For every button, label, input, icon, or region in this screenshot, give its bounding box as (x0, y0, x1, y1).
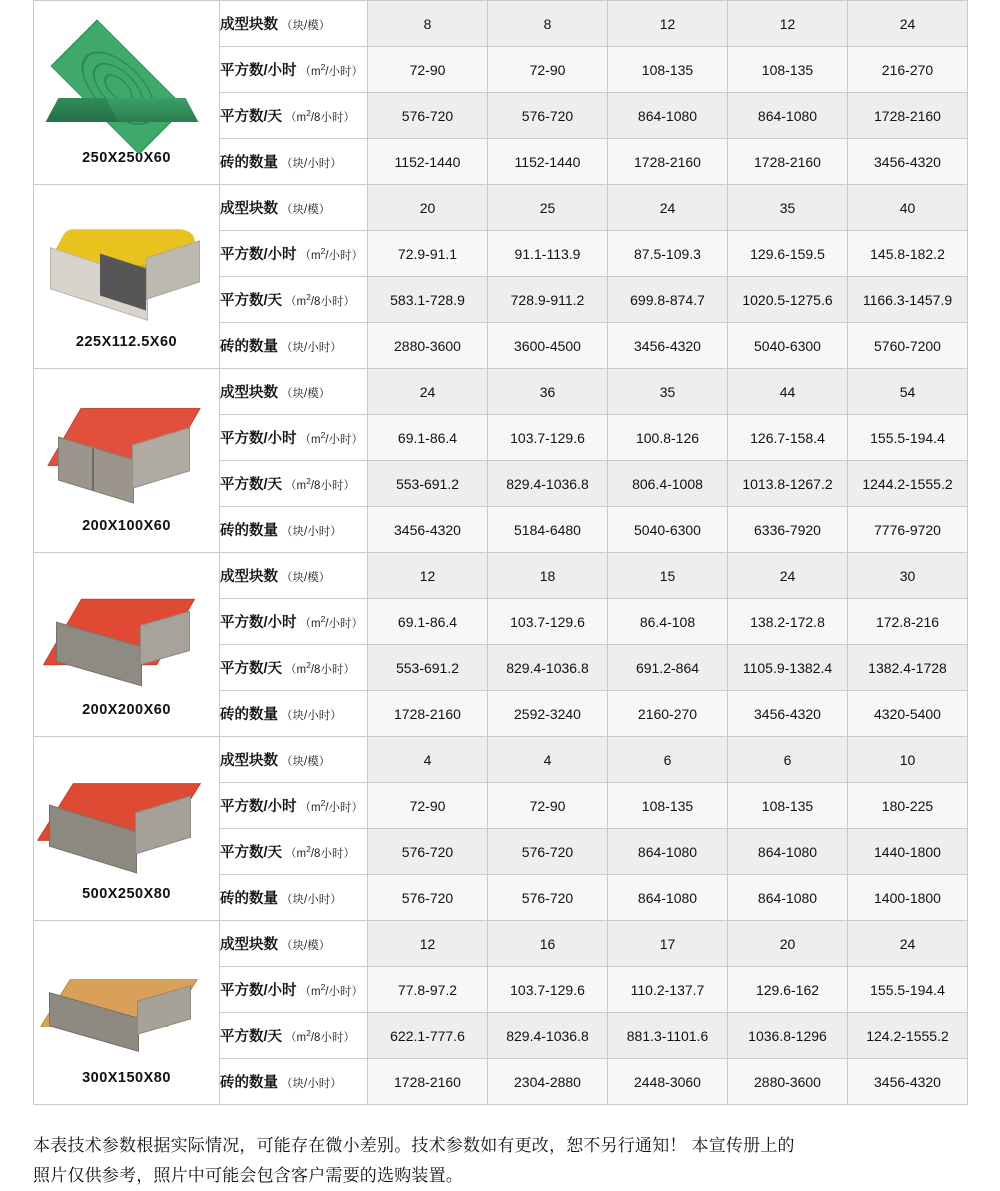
cell-value: 576-720 (488, 93, 608, 139)
row-label: 砖的数量 （块/小时） (220, 1059, 368, 1105)
cell-value: 24 (848, 921, 968, 967)
cell-value: 103.7-129.6 (488, 967, 608, 1013)
cell-value: 1440-1800 (848, 829, 968, 875)
footnote (33, 1131, 967, 1191)
cell-value: 2160-270 (608, 691, 728, 737)
cell-value: 3456-4320 (368, 507, 488, 553)
cell-value: 864-1080 (608, 875, 728, 921)
product-name: 500X250X80 (82, 885, 171, 902)
cell-value: 54 (848, 369, 968, 415)
cell-value: 3456-4320 (848, 139, 968, 185)
cell-value: 24 (608, 185, 728, 231)
cell-value: 8 (368, 1, 488, 47)
product-cell-2 (34, 369, 220, 553)
cell-value: 1152-1440 (488, 139, 608, 185)
cell-value: 145.8-182.2 (848, 231, 968, 277)
row-label: 成型块数 （块/模） (220, 921, 368, 967)
tan-rectangular-slab-icon (34, 940, 219, 1068)
specification-table (33, 0, 968, 1105)
cell-value: 180-225 (848, 783, 968, 829)
product-cell-3 (34, 553, 220, 737)
footnote-line-2: 照片仅供参考，照片中可能会包含客户需要的选购装置。 (33, 1165, 463, 1185)
table-row (34, 185, 968, 231)
row-label: 砖的数量 （块/小时） (220, 875, 368, 921)
cell-value: 2880-3600 (728, 1059, 848, 1105)
cell-value: 15 (608, 553, 728, 599)
cell-value: 216-270 (848, 47, 968, 93)
cell-value: 72-90 (368, 783, 488, 829)
cell-value: 4 (368, 737, 488, 783)
cell-value: 86.4-108 (608, 599, 728, 645)
cell-value: 17 (608, 921, 728, 967)
product-name: 250X250X60 (82, 149, 171, 166)
row-unit: （$m^2/8$小时） (285, 476, 355, 492)
cell-value: 576-720 (368, 875, 488, 921)
cell-value: 24 (368, 369, 488, 415)
cell-value: 864-1080 (608, 93, 728, 139)
cell-value: 576-720 (488, 875, 608, 921)
cell-value: 110.2-137.7 (608, 967, 728, 1013)
cell-value: 20 (728, 921, 848, 967)
cell-value: 138.2-172.8 (728, 599, 848, 645)
row-label: 平方数/天 （$m^2/8$小时） (220, 277, 368, 323)
row-label: 平方数/小时 （$m^2/$小时） (220, 599, 368, 645)
cell-value: 2880-3600 (368, 323, 488, 369)
cell-value: 2592-3240 (488, 691, 608, 737)
cell-value: 864-1080 (608, 829, 728, 875)
cell-value: 3456-4320 (608, 323, 728, 369)
cell-value: 864-1080 (728, 829, 848, 875)
row-unit: （块/小时） (281, 342, 342, 354)
product-name: 200X200X60 (82, 701, 171, 718)
green-wave-square-paver-icon (34, 20, 219, 148)
cell-value: 30 (848, 553, 968, 599)
cell-value: 1400-1800 (848, 875, 968, 921)
cell-value: 44 (728, 369, 848, 415)
row-unit: （块/模） (281, 204, 331, 216)
cell-value: 829.4-1036.8 (488, 461, 608, 507)
cell-value: 124.2-1555.2 (848, 1013, 968, 1059)
cell-value: 12 (728, 1, 848, 47)
cell-value: 77.8-97.2 (368, 967, 488, 1013)
cell-value: 126.7-158.4 (728, 415, 848, 461)
cell-value: 5040-6300 (728, 323, 848, 369)
row-label: 平方数/小时 （$m^2/$小时） (220, 47, 368, 93)
cell-value: 100.8-126 (608, 415, 728, 461)
table-row (34, 1, 968, 47)
cell-value: 4320-5400 (848, 691, 968, 737)
product-name: 200X100X60 (82, 517, 171, 534)
product-cell-0 (34, 1, 220, 185)
cell-value: 576-720 (368, 93, 488, 139)
row-label: 砖的数量 （块/小时） (220, 139, 368, 185)
table-row (34, 369, 968, 415)
row-unit: （块/小时） (281, 894, 342, 906)
cell-value: 72-90 (368, 47, 488, 93)
cell-value: 691.2-864 (608, 645, 728, 691)
row-label: 成型块数 （块/模） (220, 369, 368, 415)
cell-value: 1013.8-1267.2 (728, 461, 848, 507)
cell-value: 5184-6480 (488, 507, 608, 553)
cell-value: 108-135 (608, 783, 728, 829)
cell-value: 24 (848, 1, 968, 47)
table-row (34, 737, 968, 783)
row-label: 平方数/天 （$m^2/8$小时） (220, 829, 368, 875)
row-unit: （$m^2/8$小时） (285, 660, 355, 676)
cell-value: 553-691.2 (368, 645, 488, 691)
row-label: 砖的数量 （块/小时） (220, 507, 368, 553)
cell-value: 10 (848, 737, 968, 783)
row-unit: （块/模） (281, 388, 331, 400)
product-name: 300X150X80 (82, 1069, 171, 1086)
table-row (34, 553, 968, 599)
cell-value: 103.7-129.6 (488, 415, 608, 461)
row-unit: （块/模） (281, 572, 331, 584)
row-label: 成型块数 （块/模） (220, 553, 368, 599)
cell-value: 24 (728, 553, 848, 599)
cell-value: 72.9-91.1 (368, 231, 488, 277)
cell-value: 1166.3-1457.9 (848, 277, 968, 323)
row-label: 平方数/小时 （$m^2/$小时） (220, 231, 368, 277)
row-unit: （$m^2/$小时） (299, 430, 364, 446)
row-unit: （$m^2/$小时） (299, 798, 364, 814)
cell-value: 1152-1440 (368, 139, 488, 185)
row-unit: （块/小时） (281, 158, 342, 170)
red-large-slab-icon (34, 756, 219, 884)
row-label: 平方数/天 （$m^2/8$小时） (220, 93, 368, 139)
row-label: 平方数/天 （$m^2/8$小时） (220, 461, 368, 507)
cell-value: 1020.5-1275.6 (728, 277, 848, 323)
cell-value: 3600-4500 (488, 323, 608, 369)
row-label: 成型块数 （块/模） (220, 737, 368, 783)
cell-value: 40 (848, 185, 968, 231)
product-name: 225X112.5X60 (75, 333, 178, 350)
cell-value: 8 (488, 1, 608, 47)
cell-value: 806.4-1008 (608, 461, 728, 507)
cell-value: 69.1-86.4 (368, 415, 488, 461)
row-unit: （$m^2/$小时） (299, 614, 364, 630)
cell-value: 87.5-109.3 (608, 231, 728, 277)
cell-value: 6 (728, 737, 848, 783)
row-unit: （块/小时） (281, 1078, 342, 1090)
product-cell-1 (34, 185, 220, 369)
cell-value: 155.5-194.4 (848, 415, 968, 461)
cell-value: 16 (488, 921, 608, 967)
cell-value: 20 (368, 185, 488, 231)
cell-value: 3456-4320 (848, 1059, 968, 1105)
cell-value: 5760-7200 (848, 323, 968, 369)
row-label: 平方数/天 （$m^2/8$小时） (220, 1013, 368, 1059)
cell-value: 1382.4-1728 (848, 645, 968, 691)
row-unit: （$m^2/8$小时） (285, 108, 355, 124)
cell-value: 699.8-874.7 (608, 277, 728, 323)
cell-value: 1105.9-1382.4 (728, 645, 848, 691)
row-unit: （$m^2/8$小时） (285, 1028, 355, 1044)
cell-value: 69.1-86.4 (368, 599, 488, 645)
cell-value: 622.1-777.6 (368, 1013, 488, 1059)
cell-value: 91.1-113.9 (488, 231, 608, 277)
cell-value: 1244.2-1555.2 (848, 461, 968, 507)
cell-value: 2448-3060 (608, 1059, 728, 1105)
row-label: 平方数/小时 （$m^2/$小时） (220, 415, 368, 461)
row-label: 平方数/天 （$m^2/8$小时） (220, 645, 368, 691)
cell-value: 576-720 (368, 829, 488, 875)
row-unit: （$m^2/$小时） (299, 982, 364, 998)
cell-value: 1036.8-1296 (728, 1013, 848, 1059)
cell-value: 1728-2160 (728, 139, 848, 185)
cell-value: 583.1-728.9 (368, 277, 488, 323)
cell-value: 5040-6300 (608, 507, 728, 553)
cell-value: 35 (608, 369, 728, 415)
cell-value: 553-691.2 (368, 461, 488, 507)
row-label: 成型块数 （块/模） (220, 185, 368, 231)
row-unit: （$m^2/$小时） (299, 246, 364, 262)
row-unit: （块/小时） (281, 526, 342, 538)
cell-value: 129.6-162 (728, 967, 848, 1013)
cell-value: 72-90 (488, 783, 608, 829)
row-label: 平方数/小时 （$m^2/$小时） (220, 967, 368, 1013)
row-unit: （块/模） (281, 20, 331, 32)
cell-value: 18 (488, 553, 608, 599)
cell-value: 72-90 (488, 47, 608, 93)
red-rectangular-paver-icon (34, 388, 219, 516)
cell-value: 881.3-1101.6 (608, 1013, 728, 1059)
cell-value: 1728-2160 (848, 93, 968, 139)
red-square-paver-icon (34, 572, 219, 700)
product-cell-5 (34, 921, 220, 1105)
cell-value: 864-1080 (728, 875, 848, 921)
cell-value: 829.4-1036.8 (488, 645, 608, 691)
yellow-wave-paver-icon (34, 204, 219, 332)
cell-value: 108-135 (728, 783, 848, 829)
cell-value: 864-1080 (728, 93, 848, 139)
cell-value: 3456-4320 (728, 691, 848, 737)
cell-value: 25 (488, 185, 608, 231)
cell-value: 12 (368, 921, 488, 967)
cell-value: 6336-7920 (728, 507, 848, 553)
cell-value: 108-135 (608, 47, 728, 93)
row-unit: （$m^2/8$小时） (285, 292, 355, 308)
row-unit: （块/小时） (281, 710, 342, 722)
cell-value: 108-135 (728, 47, 848, 93)
cell-value: 728.9-911.2 (488, 277, 608, 323)
row-unit: （$m^2/8$小时） (285, 844, 355, 860)
product-cell-4 (34, 737, 220, 921)
cell-value: 2304-2880 (488, 1059, 608, 1105)
cell-value: 7776-9720 (848, 507, 968, 553)
row-unit: （块/模） (281, 756, 331, 768)
row-label: 砖的数量 （块/小时） (220, 691, 368, 737)
cell-value: 829.4-1036.8 (488, 1013, 608, 1059)
table-row (34, 921, 968, 967)
row-unit: （$m^2/$小时） (299, 62, 364, 78)
cell-value: 129.6-159.5 (728, 231, 848, 277)
cell-value: 12 (368, 553, 488, 599)
cell-value: 1728-2160 (608, 139, 728, 185)
cell-value: 172.8-216 (848, 599, 968, 645)
cell-value: 103.7-129.6 (488, 599, 608, 645)
cell-value: 4 (488, 737, 608, 783)
cell-value: 1728-2160 (368, 1059, 488, 1105)
cell-value: 6 (608, 737, 728, 783)
cell-value: 576-720 (488, 829, 608, 875)
cell-value: 1728-2160 (368, 691, 488, 737)
row-unit: （块/模） (281, 940, 331, 952)
cell-value: 35 (728, 185, 848, 231)
row-label: 平方数/小时 （$m^2/$小时） (220, 783, 368, 829)
cell-value: 155.5-194.4 (848, 967, 968, 1013)
row-label: 成型块数 （块/模） (220, 1, 368, 47)
row-label: 砖的数量 （块/小时） (220, 323, 368, 369)
footnote-line-1: 本表技术参数根据实际情况，可能存在微小差别。技术参数如有更改，恕不另行通知！ 本宣传册上的 (33, 1136, 795, 1155)
cell-value: 36 (488, 369, 608, 415)
cell-value: 12 (608, 1, 728, 47)
